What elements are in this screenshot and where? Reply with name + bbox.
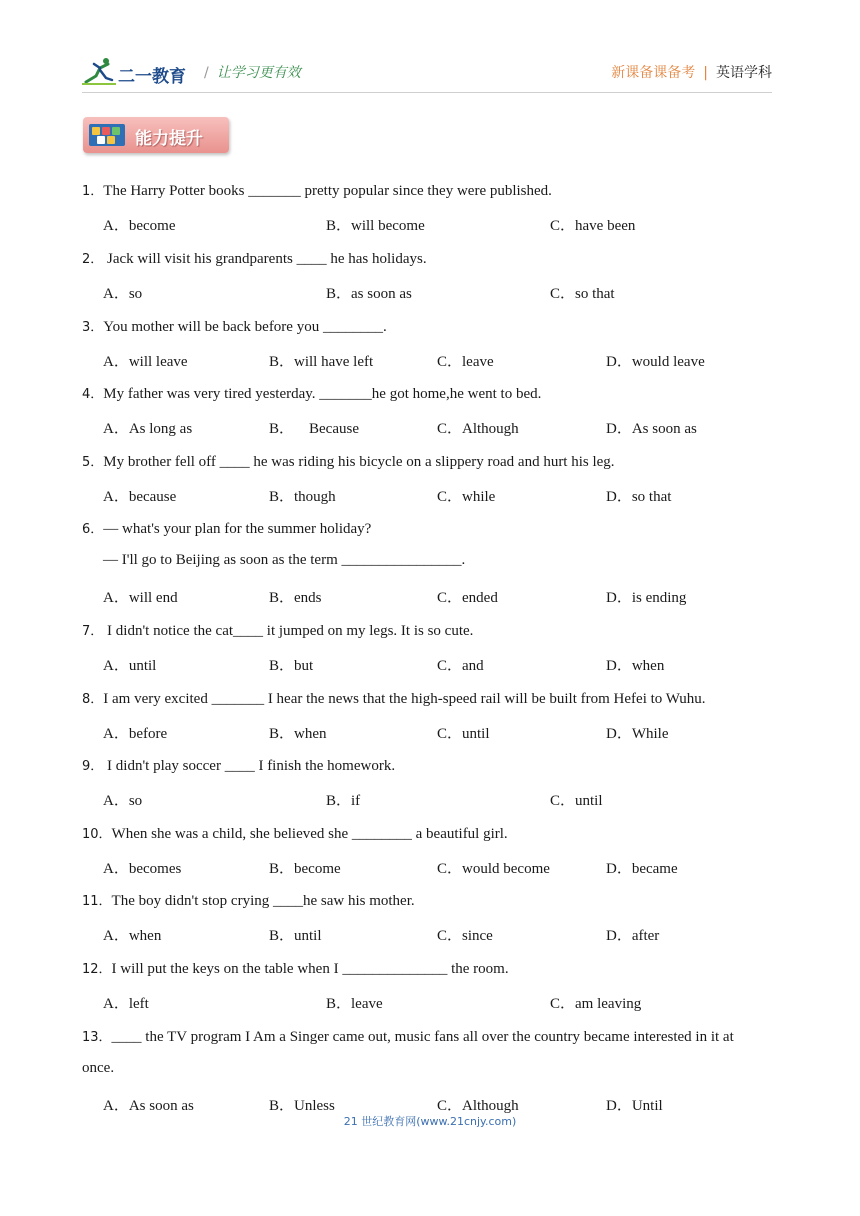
section-badge: [83, 117, 229, 153]
answer-option[interactable]: B．if: [326, 793, 361, 809]
answer-option[interactable]: A．will leave: [103, 354, 188, 370]
slogan-text: 让学习更有效: [216, 65, 301, 81]
answer-option[interactable]: A．before: [103, 726, 168, 742]
answer-option[interactable]: C．since: [437, 928, 493, 944]
answer-option[interactable]: B．though: [269, 489, 336, 505]
answer-option[interactable]: C．and: [437, 658, 484, 674]
question-stem: [82, 248, 427, 268]
answer-option[interactable]: B．will become: [326, 218, 425, 234]
question-number: 10．: [82, 827, 112, 842]
tag-separator: |: [703, 65, 708, 81]
answer-option[interactable]: A．As long as: [103, 421, 193, 437]
question-text: The boy didn't stop crying ____he saw his mother.: [111, 893, 415, 909]
question-stem: [82, 1026, 734, 1046]
question-text: ____ the TV program I Am a Singer came out, music fans all over the country became interested in it at: [111, 1029, 734, 1045]
question-number: 6．: [82, 522, 104, 537]
answer-option[interactable]: A．become: [103, 218, 176, 234]
question-text: My father was very tired yesterday. _______he got home,he went to bed.: [103, 386, 542, 402]
question-text: You mother will be back before you ________.: [103, 319, 387, 335]
answer-option[interactable]: A．so: [103, 793, 143, 809]
subject-tag: 英语学科: [716, 65, 772, 81]
question-stem: [82, 620, 473, 640]
question-text: I am very excited _______ I hear the news that the high-speed rail will be built from Hefei to Wuhu.: [103, 691, 706, 707]
slogan: [204, 62, 301, 82]
question-text: Jack will visit his grandparents ____ he has holidays.: [103, 251, 427, 267]
runner-icon: [82, 56, 118, 86]
question-number: 12．: [82, 962, 112, 977]
footer-source: 21 世纪教育网(www.21cnjy.com): [343, 1115, 517, 1128]
question-stem: [82, 688, 706, 708]
question-number: 11．: [82, 894, 112, 909]
question-text: — what's your plan for the summer holiday?: [103, 521, 372, 537]
answer-option[interactable]: A．so: [103, 286, 143, 302]
question-stem: [82, 755, 395, 775]
answer-option[interactable]: B．will have left: [269, 354, 374, 370]
question-text: The Harry Potter books _______ pretty popular since they were published.: [103, 183, 552, 199]
blocks-icon: [89, 124, 125, 146]
question-stem: [82, 823, 508, 843]
answer-option[interactable]: A．As soon as: [103, 1098, 194, 1114]
answer-option[interactable]: D．would leave: [606, 354, 705, 370]
question-number: 4．: [82, 387, 104, 402]
answer-option[interactable]: D．after: [606, 928, 660, 944]
answer-option[interactable]: A．when: [103, 928, 162, 944]
question-number: 2．: [82, 252, 104, 267]
question-stem: [82, 180, 552, 200]
question-text-continued: once.: [82, 1060, 115, 1076]
answer-option[interactable]: B．until: [269, 928, 322, 944]
answer-option[interactable]: D．While: [606, 726, 669, 742]
answer-option[interactable]: D．when: [606, 658, 665, 674]
answer-option[interactable]: C．ended: [437, 590, 498, 606]
answer-option[interactable]: B．leave: [326, 996, 383, 1012]
question-text: I will put the keys on the table when I ______________ the room.: [111, 961, 509, 977]
answer-option[interactable]: C．Although: [437, 421, 519, 437]
answer-option[interactable]: C．until: [437, 726, 490, 742]
answer-option[interactable]: D．so that: [606, 489, 672, 505]
answer-option[interactable]: C．while: [437, 489, 496, 505]
question-number: 1．: [82, 184, 104, 199]
answer-option[interactable]: C．am leaving: [550, 996, 642, 1012]
question-stem: [82, 451, 615, 471]
slogan-divider: /: [204, 65, 209, 81]
answer-option[interactable]: A．because: [103, 489, 177, 505]
question-stem: [82, 316, 387, 336]
answer-option[interactable]: B．as soon as: [326, 286, 412, 302]
answer-option[interactable]: A．will end: [103, 590, 178, 606]
question-text: When she was a child, she believed she ________ a beautiful girl.: [111, 826, 508, 842]
question-stem: [82, 890, 415, 910]
question-text-continued: — I'll go to Beijing as soon as the term ________________.: [103, 552, 466, 568]
answer-option[interactable]: B．when: [269, 726, 327, 742]
answer-option[interactable]: A．left: [103, 996, 149, 1012]
question-number: 7．: [82, 624, 104, 639]
answer-option[interactable]: B．but: [269, 658, 314, 674]
page-header: [82, 56, 772, 90]
question-number: 3．: [82, 320, 104, 335]
answer-option[interactable]: D．Until: [606, 1098, 663, 1114]
answer-option[interactable]: C．so that: [550, 286, 615, 302]
answer-option[interactable]: D．is ending: [606, 590, 687, 606]
question-number: 5．: [82, 455, 104, 470]
logo-text: 二一教育: [118, 67, 186, 87]
header-divider: [82, 92, 772, 93]
question-text: I didn't play soccer ____ I finish the homework.: [103, 758, 396, 774]
question-stem: [82, 383, 541, 403]
course-tag: 新课备课备考: [611, 65, 696, 81]
question-number: 13．: [82, 1030, 112, 1045]
question-number: 9．: [82, 759, 104, 774]
answer-option[interactable]: C．Although: [437, 1098, 519, 1114]
question-text: I didn't notice the cat____ it jumped on my legs. It is so cute.: [103, 623, 474, 639]
answer-option[interactable]: B．ends: [269, 590, 322, 606]
answer-option[interactable]: B． Because: [269, 421, 359, 437]
answer-option[interactable]: C．would become: [437, 861, 550, 877]
question-stem: [82, 958, 509, 978]
answer-option[interactable]: C．until: [550, 793, 603, 809]
answer-option[interactable]: C．have been: [550, 218, 636, 234]
answer-option[interactable]: B．Unless: [269, 1098, 335, 1114]
answer-option[interactable]: C．leave: [437, 354, 494, 370]
question-text: My brother fell off ____ he was riding his bicycle on a slippery road and hurt his leg.: [103, 454, 615, 470]
answer-option[interactable]: D．As soon as: [606, 421, 697, 437]
answer-option[interactable]: A．becomes: [103, 861, 182, 877]
question-stem: [82, 518, 371, 538]
section-title: 能力提升: [135, 129, 203, 149]
header-tags: [611, 62, 772, 82]
answer-option[interactable]: D．became: [606, 861, 678, 877]
answer-option[interactable]: B．become: [269, 861, 341, 877]
brand-logo: [82, 56, 192, 88]
answer-option[interactable]: A．until: [103, 658, 157, 674]
question-number: 8．: [82, 692, 104, 707]
